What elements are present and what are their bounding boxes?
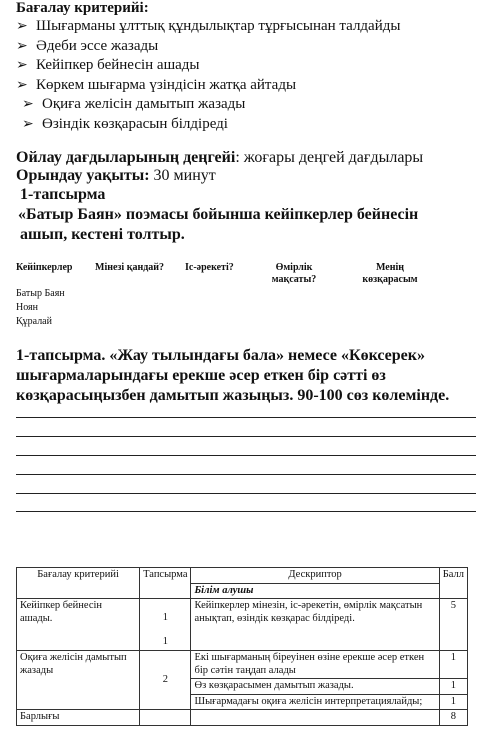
score-cell: 1 (439, 694, 467, 710)
column-header-character-trait: Мінезі қандай? (95, 262, 165, 273)
criterion-cell: Кейіпкер бейнесін ашады. (17, 599, 140, 651)
task-cell: 2 (140, 651, 191, 710)
arrow-bullet-icon: ➢ (16, 58, 28, 74)
grading-table (16, 567, 468, 726)
column-header-characters: Кейіпкерлер (16, 262, 73, 273)
descriptor-cell: Екі шығарманың біреуінен өзіне ерекше әсер еткен бір сәтін таңдап алады (191, 651, 439, 679)
character-row-label: Құралай (16, 316, 52, 327)
column-header-actions: Іс-әрекеті? (185, 262, 234, 273)
character-row-label: Батыр Баян (16, 288, 65, 299)
score-cell: 1 (439, 651, 467, 679)
character-row-label: Ноян (16, 302, 38, 313)
criteria-item: ➢ Шығарманы ұлттық құндылықтар тұрғысынан талдайды (16, 17, 400, 37)
arrow-bullet-icon: ➢ (16, 38, 28, 54)
header-task: Тапсырма (140, 568, 191, 599)
answer-line[interactable] (16, 474, 476, 475)
criteria-item: ➢ Оқиға желісін дамытып жазады (16, 95, 400, 115)
grading-table-header (17, 568, 468, 584)
task-cell: 1 1 (140, 599, 191, 651)
table-row (17, 651, 468, 679)
score-cell: 5 (439, 599, 467, 651)
header-criteria: Бағалау критерийі (17, 568, 140, 599)
task1-number: 1-тапсырма (20, 186, 106, 203)
descriptor-cell: Шығармадағы оқиға желісін интерпретациялайды; (191, 694, 439, 710)
task1-question: «Батыр Баян» поэмасы бойынша кейіпкерлер бейнесін ашып, кестені толтыр. (18, 206, 419, 243)
table-total-row (17, 710, 468, 726)
criteria-item: ➢ Өзіндік көзқарасын білдіреді (16, 115, 400, 135)
score-cell: 1 (439, 679, 467, 695)
answer-line[interactable] (16, 417, 476, 418)
criteria-heading: Бағалау критерийі: (16, 0, 149, 16)
arrow-bullet-icon: ➢ (22, 97, 34, 113)
arrow-bullet-icon: ➢ (16, 77, 28, 93)
total-label: Барлығы (17, 710, 140, 726)
descriptor-cell: Кейіпкерлер мінезін, іс-әрекетін, өмірлік мақсатын анықтап, өзіндік көзқарас білдіреді. (191, 599, 439, 651)
descriptor-cell: Өз көзқарасымен дамытып жазады. (191, 679, 439, 695)
answer-line[interactable] (16, 455, 476, 456)
arrow-bullet-icon: ➢ (16, 19, 28, 34)
criteria-item: ➢ Көркем шығарма үзіндісін жатқа айтады (16, 76, 400, 96)
total-score: 8 (439, 710, 467, 726)
answer-line[interactable] (16, 493, 476, 494)
criteria-list (16, 17, 400, 135)
thinking-level: Ойлау дағдыларының деңгейі: жоғары деңгей дағдылары (16, 149, 424, 166)
header-score: Балл (439, 568, 467, 599)
header-descriptor: Дескриптор (191, 568, 439, 584)
execution-time: Орындау уақыты: 30 минут (16, 167, 216, 184)
arrow-bullet-icon: ➢ (22, 116, 34, 132)
column-header-my-view: Менің көзқарасым (362, 262, 418, 285)
table-row (17, 599, 468, 651)
criteria-item: ➢ Әдеби эссе жазады (16, 37, 400, 57)
answer-line[interactable] (16, 436, 476, 437)
criteria-item: ➢ Кейіпкер бейнесін ашады (16, 56, 400, 76)
criterion-cell: Оқиға желісін дамытып жазады (17, 651, 140, 710)
task2-prompt: 1-тапсырма. «Жау тылындағы бала» немесе «Көксерек» шығармаларындағы ерекше әсер еткен бір сәтті өз көзқарасыңызбен дамытып жазыңыз. 90-100 сөз көлемінде. (16, 347, 450, 404)
header-descriptor-sub: Білім алушы (191, 583, 439, 599)
answer-line[interactable] (16, 511, 476, 512)
column-header-life-goal: Өмірлік мақсаты? (271, 262, 317, 285)
